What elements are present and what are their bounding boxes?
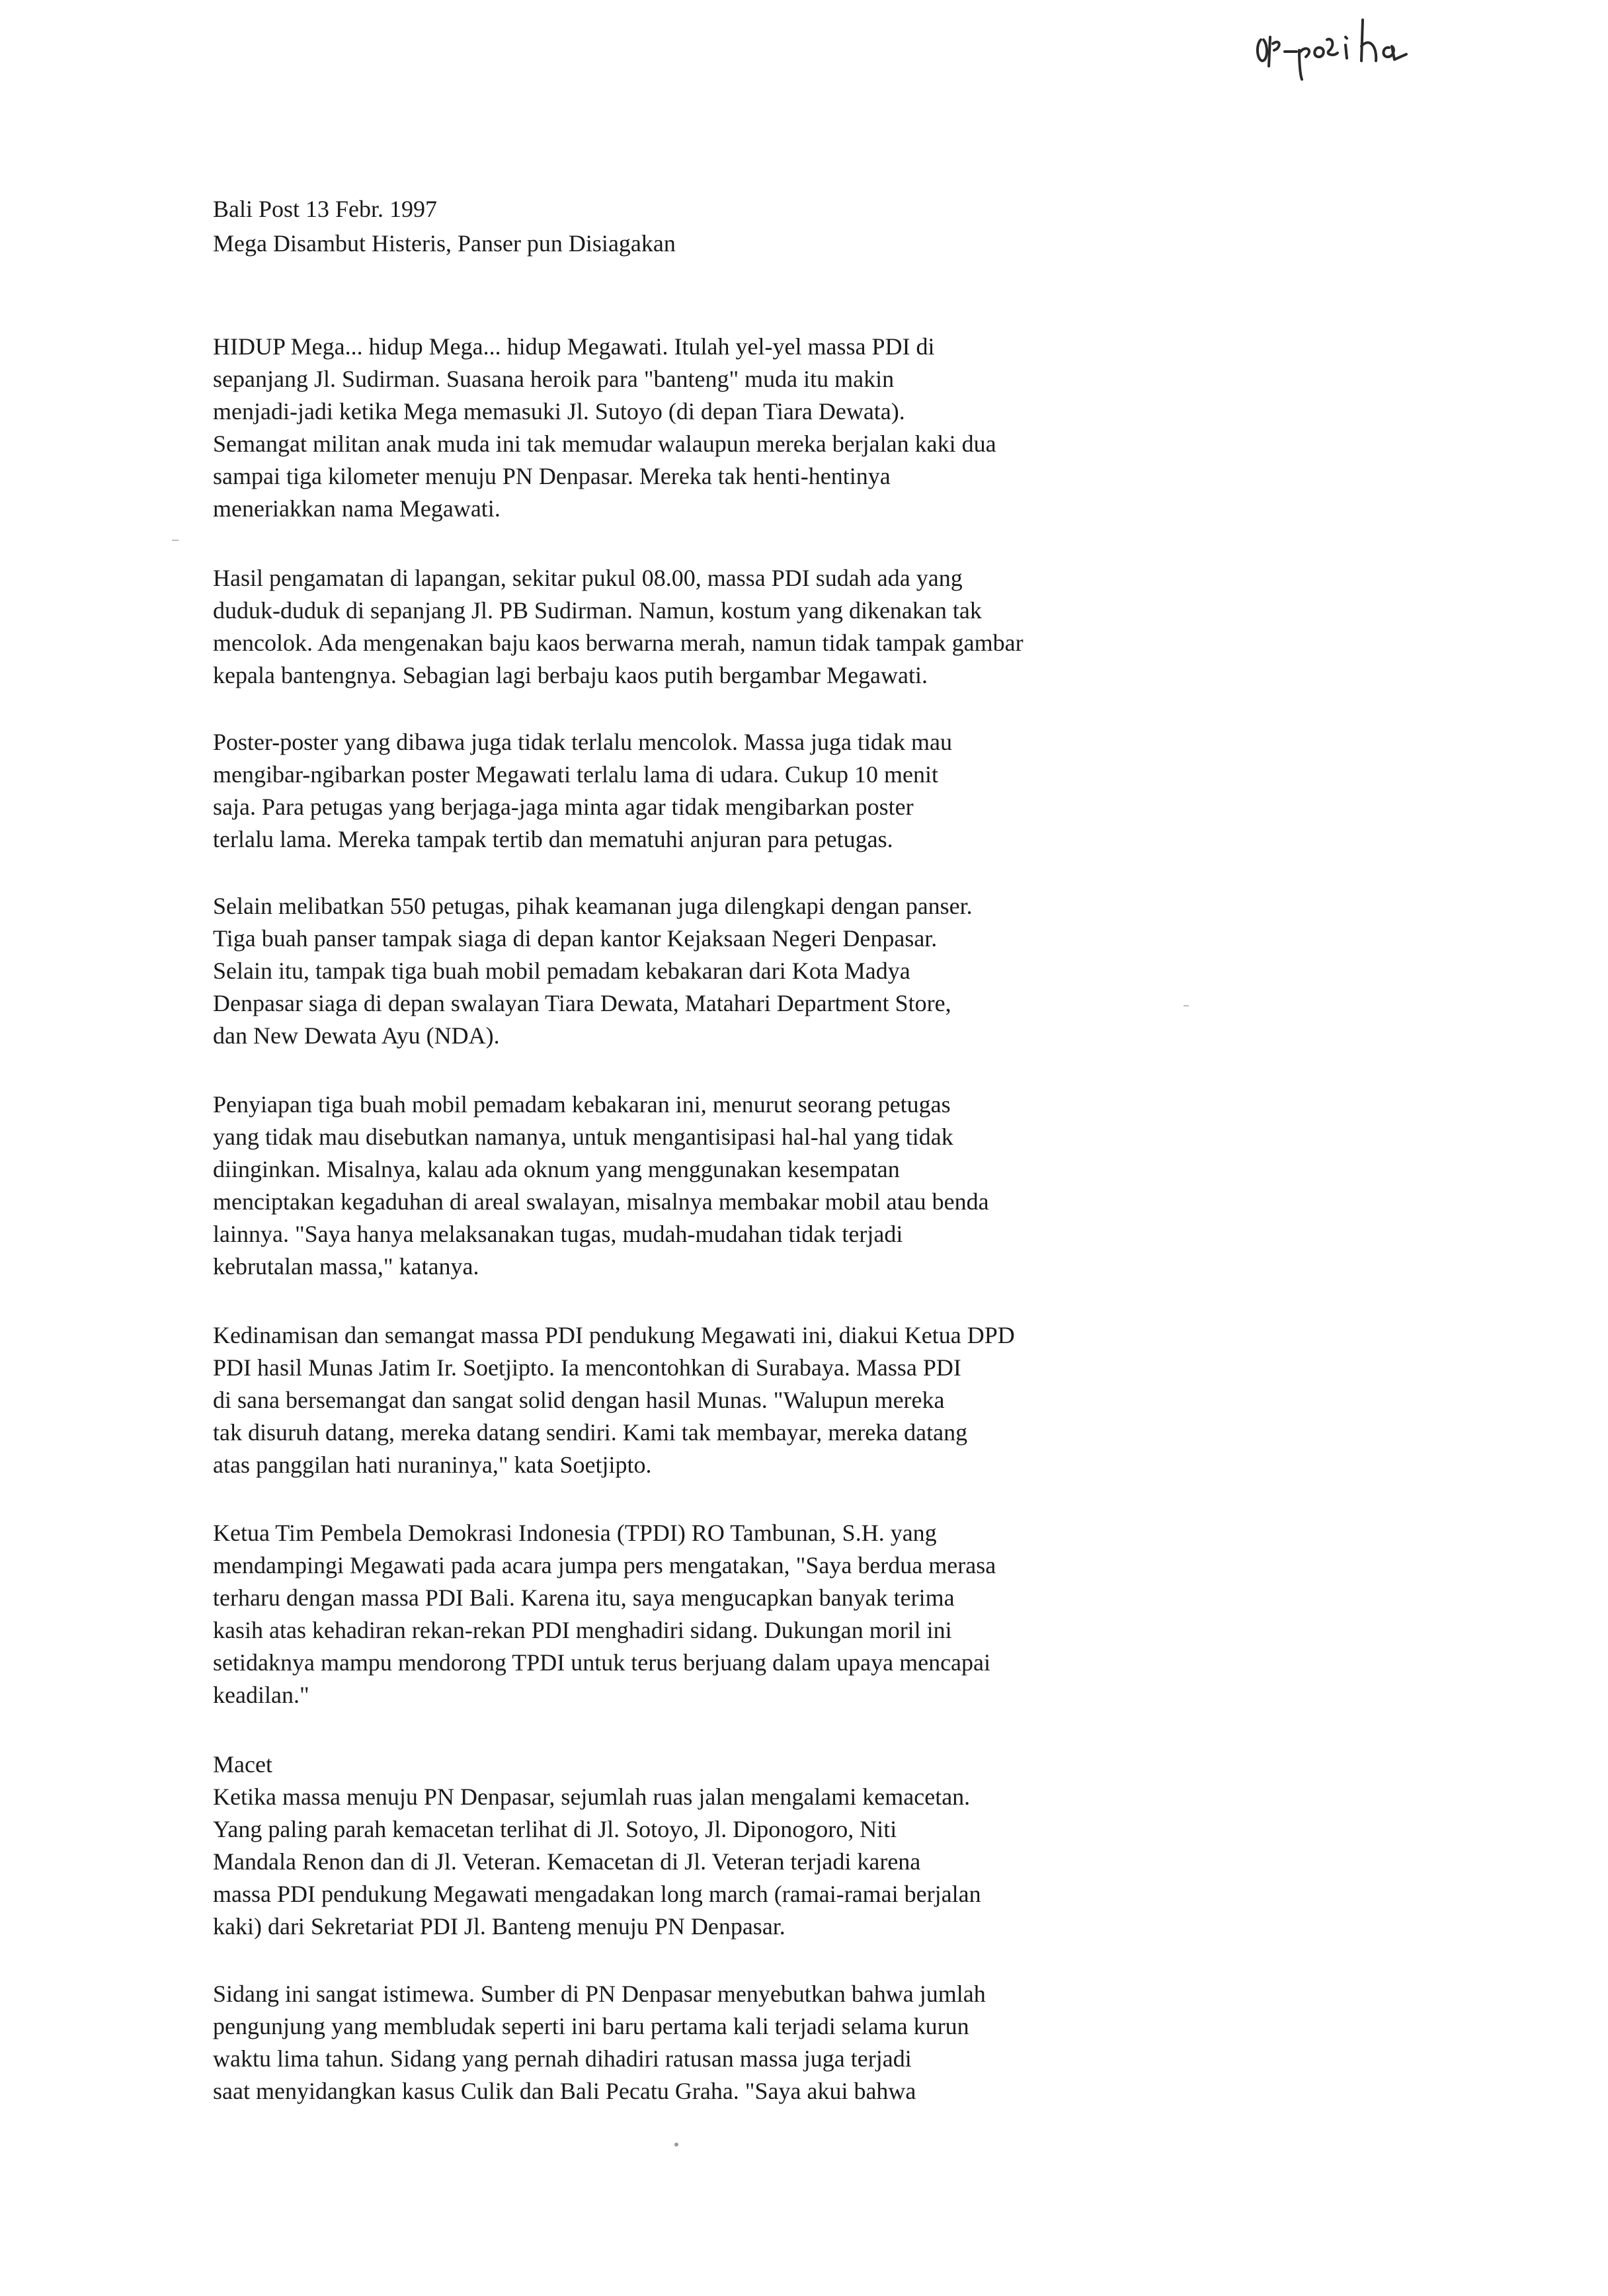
text-line: mengibar-ngibarkan poster Megawati terlalu lama di udara. Cukup 10 menit [213,761,938,788]
text-line: mendampingi Megawati pada acara jumpa pers mengatakan, "Saya berdua merasa [213,1552,996,1578]
text-line: Ketua Tim Pembela Demokrasi Indonesia (TPDI) RO Tambunan, S.H. yang [213,1520,937,1546]
text-line: terlalu lama. Mereka tampak tertib dan mematuhi anjuran para petugas. [213,826,893,852]
text-line: setidaknya mampu mendorong TPDI untuk terus berjuang dalam upaya mencapai [213,1649,991,1676]
text-line: Selain melibatkan 550 petugas, pihak keamanan juga dilengkapi dengan panser. [213,893,973,919]
text-line: Semangat militan anak muda ini tak memudar walaupun mereka berjalan kaki dua [213,430,996,457]
text-line: lainnya. "Saya hanya melaksanakan tugas, mudah-mudahan tidak terjadi [213,1221,903,1247]
text-line: Penyiapan tiga buah mobil pemadam kebakaran ini, menurut seorang petugas [213,1091,951,1118]
headline: Mega Disambut Histeris, Panser pun Disiagakan [213,230,676,257]
text-line: menjadi-jadi ketika Mega memasuki Jl. Sutoyo (di depan Tiara Dewata). [213,398,905,425]
text-line: Ketika massa menuju PN Denpasar, sejumlah ruas jalan mengalami kemacetan. [213,1784,971,1810]
text-line: Hasil pengamatan di lapangan, sekitar pukul 08.00, massa PDI sudah ada yang [213,565,963,591]
text-line: Sidang ini sangat istimewa. Sumber di PN Denpasar menyebutkan bahwa jumlah [213,1981,986,2007]
article-header [213,192,676,261]
text-line: waktu lima tahun. Sidang yang pernah dihadiri ratusan massa juga terjadi [213,2045,912,2072]
text-line: atas panggilan hati nuraninya," kata Soetjipto. [213,1452,652,1478]
text-line: sepanjang Jl. Sudirman. Suasana heroik para "banteng" muda itu makin [213,366,895,392]
text-line: menciptakan kegaduhan di areal swalayan, misalnya membakar mobil atau benda [213,1188,989,1215]
text-line: yang tidak mau disebutkan namanya, untuk mengantisipasi hal-hal yang tidak [213,1124,953,1150]
text-line: mencolok. Ada mengenakan baju kaos berwarna merah, namun tidak tampak gambar [213,630,1024,656]
text-line: duduk-duduk di sepanjang Jl. PB Sudirman. Namun, kostum yang dikenakan tak [213,597,982,624]
text-line: pengunjung yang membludak seperti ini baru pertama kali terjadi selama kurun [213,2013,969,2039]
text-line: Denpasar siaga di depan swalayan Tiara Dewata, Matahari Department Store, [213,990,951,1016]
paragraph-6 [213,1319,1015,1481]
text-line: kepala bantengnya. Sebagian lagi berbaju kaos putih bergambar Megawati. [213,662,928,688]
text-line: diinginkan. Misalnya, kalau ada oknum yang menggunakan kesempatan [213,1156,900,1182]
text-line: saat menyidangkan kasus Culik dan Bali Pecatu Graha. "Saya akui bahwa [213,2078,916,2104]
text-line: sampai tiga kilometer menuju PN Denpasar. Mereka tak henti-hentinya [213,463,891,489]
scan-dot [674,2143,678,2147]
text-line: Kedinamisan dan semangat massa PDI pendukung Megawati ini, diakui Ketua DPD [213,1322,1015,1348]
paragraph-5 [213,1088,989,1283]
text-line: di sana bersemangat dan sangat solid dengan hasil Munas. "Walupun mereka [213,1387,945,1413]
paragraph-7 [213,1517,996,1711]
text-line: Mandala Renon dan di Jl. Veteran. Kemacetan di Jl. Veteran terjadi karena [213,1848,921,1875]
paragraph-2 [213,562,1024,692]
text-line: kaki) dari Sekretariat PDI Jl. Banteng menuju PN Denpasar. [213,1913,785,1940]
text-line: meneriakkan nama Megawati. [213,495,501,522]
text-line: Yang paling parah kemacetan terlihat di Jl. Sotoyo, Jl. Diponogoro, Niti [213,1816,897,1842]
text-line: terharu dengan massa PDI Bali. Karena itu, saya mengucapkan banyak terima [213,1584,955,1611]
section-subheading: Macet [213,1751,272,1778]
text-line: massa PDI pendukung Megawati mengadakan long march (ramai-ramai berjalan [213,1881,981,1907]
scan-mark [172,540,179,541]
paragraph-4 [213,890,973,1052]
text-line: keadilan." [213,1682,309,1708]
text-line: Selain itu, tampak tiga buah mobil pemadam kebakaran dari Kota Madya [213,958,910,984]
text-line: Poster-poster yang dibawa juga tidak terlalu mencolok. Massa juga tidak mau [213,729,952,755]
paragraph-3 [213,726,952,856]
text-line: dan New Dewata Ayu (NDA). [213,1022,500,1049]
source-line: Bali Post 13 Febr. 1997 [213,196,438,222]
text-line: HIDUP Mega... hidup Mega... hidup Megawati. Itulah yel-yel massa PDI di [213,333,935,360]
scan-mark [1184,1005,1189,1006]
paragraph-8 [213,1781,981,1943]
text-line: kasih atas kehadiran rekan-rekan PDI menghadiri sidang. Dukungan moril ini [213,1617,952,1643]
text-line: PDI hasil Munas Jatim Ir. Soetjipto. Ia mencontohkan di Surabaya. Massa PDI [213,1354,961,1381]
paragraph-1 [213,331,996,525]
text-line: Tiga buah panser tampak siaga di depan kantor Kejaksaan Negeri Denpasar. [213,925,938,952]
text-line: kebrutalan massa," katanya. [213,1253,479,1280]
text-line: tak disuruh datang, mereka datang sendiri. Kami tak membayar, mereka datang [213,1419,968,1446]
paragraph-9 [213,1978,986,2108]
text-line: saja. Para petugas yang berjaga-jaga minta agar tidak mengibarkan poster [213,794,914,820]
handwritten-annotation [1253,13,1478,86]
